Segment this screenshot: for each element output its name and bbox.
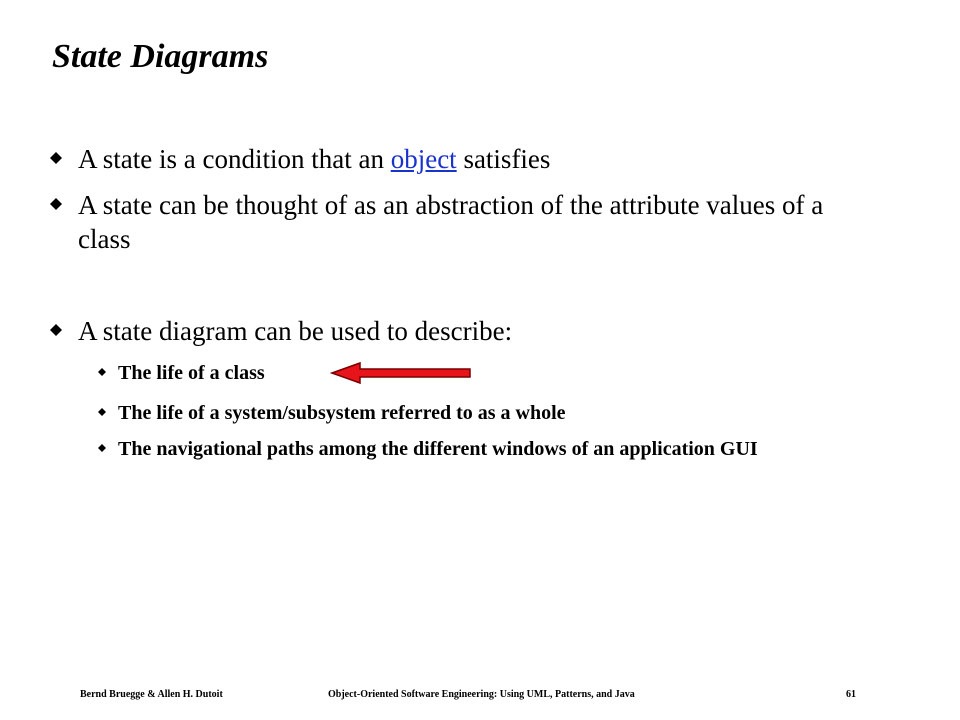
bullet-item-2 bbox=[50, 188, 850, 256]
footer-book-title: Object-Oriented Software Engineering: Using UML, Patterns, and Java bbox=[328, 689, 635, 700]
bullet-1-text-after: satisfies bbox=[456, 144, 551, 174]
sub-bullet-text-2: The life of a system/subsystem referred to as a whole bbox=[118, 402, 566, 424]
sub-bullet-item-3 bbox=[98, 436, 818, 463]
diamond-bullet-icon bbox=[50, 324, 62, 336]
diamond-bullet-icon bbox=[50, 152, 62, 164]
sub-bullet-text-1: The life of a class bbox=[118, 362, 265, 384]
slide-title: State Diagrams bbox=[52, 38, 269, 75]
small-diamond-bullet-icon bbox=[98, 408, 106, 416]
diamond-bullet-icon bbox=[50, 198, 62, 210]
arrow-shape bbox=[332, 363, 470, 383]
footer-page-number: 61 bbox=[846, 689, 856, 700]
small-diamond-bullet-icon bbox=[98, 444, 106, 452]
bullet-text-3: A state diagram can be used to describe: bbox=[78, 316, 513, 346]
sub-bullet-text-3: The navigational paths among the different windows of an application GUI bbox=[118, 438, 758, 460]
bullet-text-2: A state can be thought of as an abstraction of the attribute values of a class bbox=[78, 190, 824, 254]
object-link[interactable]: object bbox=[390, 144, 457, 174]
bullet-1-text-before: A state is a condition that an bbox=[78, 144, 391, 174]
red-arrow-icon bbox=[330, 360, 474, 386]
bullet-item-1 bbox=[50, 142, 850, 176]
small-diamond-bullet-icon bbox=[98, 368, 106, 376]
bullet-text-1 bbox=[78, 142, 850, 176]
sub-bullet-item-2 bbox=[98, 400, 818, 427]
bullet-item-3 bbox=[50, 314, 850, 348]
footer-authors: Bernd Bruegge & Allen H. Dutoit bbox=[80, 689, 223, 700]
